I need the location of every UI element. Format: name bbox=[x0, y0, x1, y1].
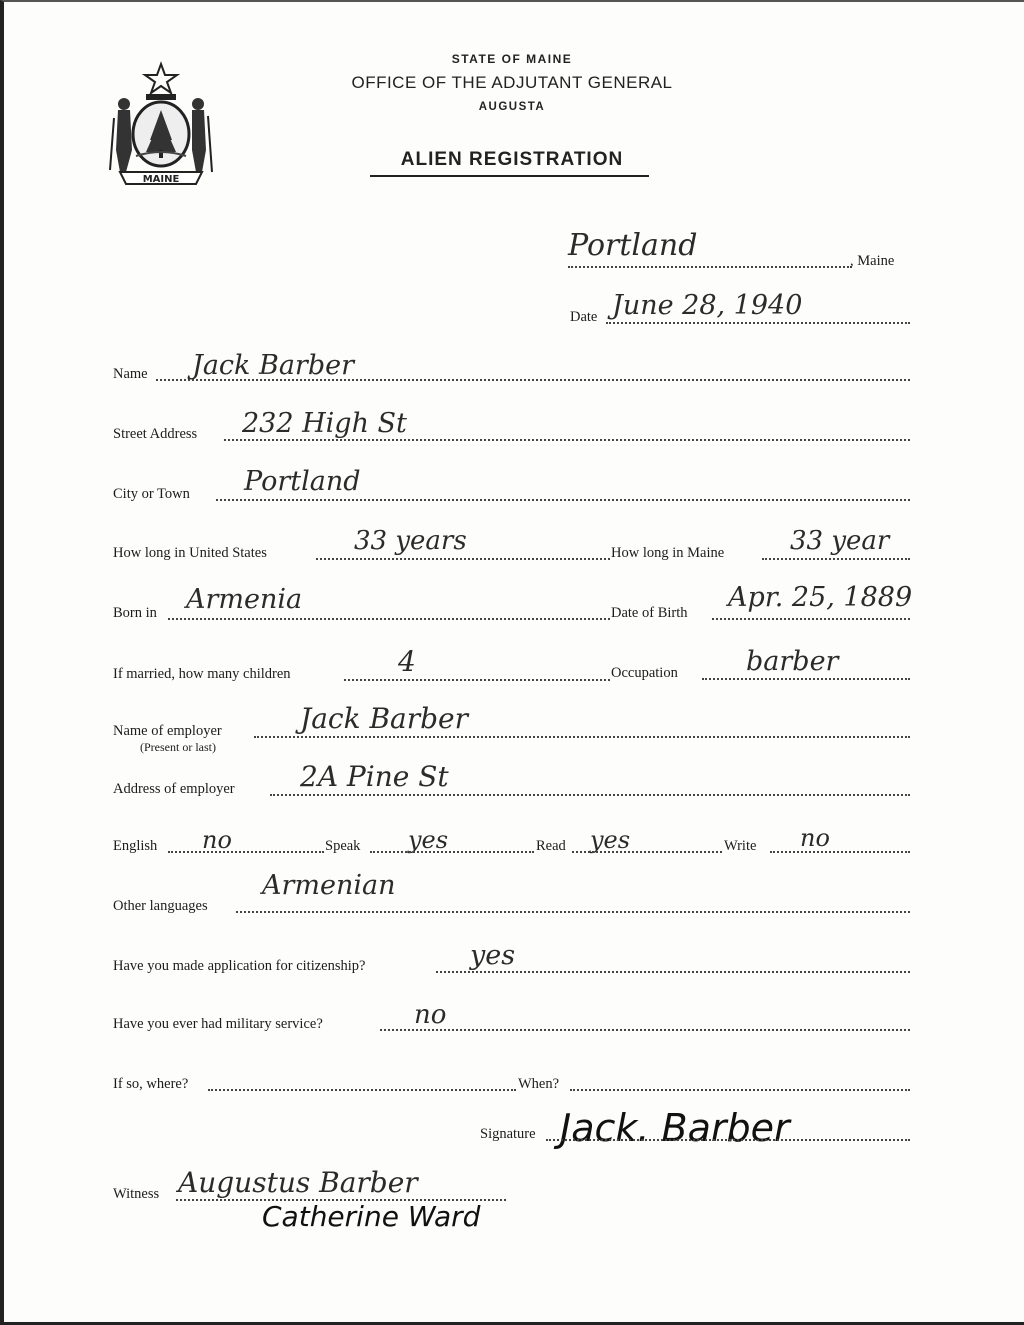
street-line bbox=[224, 439, 910, 441]
other-languages-label: Other languages bbox=[113, 898, 208, 914]
where-label: If so, where? bbox=[113, 1076, 189, 1092]
other-languages-line bbox=[236, 911, 910, 913]
occupation-label: Occupation bbox=[611, 665, 678, 681]
town-value: Portland bbox=[568, 228, 698, 263]
born-in-label: Born in bbox=[113, 605, 157, 621]
seal-banner-text: MAINE bbox=[142, 174, 180, 185]
speak-label: Speak bbox=[325, 838, 361, 854]
speak-line bbox=[370, 851, 534, 853]
how-long-maine-value: 33 year bbox=[790, 526, 890, 556]
employer-value: Jack Barber bbox=[300, 702, 468, 735]
employer-sublabel: (Present or last) bbox=[140, 740, 216, 754]
read-line bbox=[572, 851, 722, 853]
born-in-value: Armenia bbox=[186, 584, 303, 615]
children-line bbox=[344, 679, 610, 681]
write-value: no bbox=[800, 824, 830, 852]
english-line bbox=[168, 851, 324, 853]
date-value: June 28, 1940 bbox=[612, 290, 803, 321]
title-underline bbox=[370, 175, 649, 177]
children-label: If married, how many children bbox=[113, 666, 291, 682]
form-title: ALIEN REGISTRATION bbox=[400, 149, 624, 170]
children-value: 4 bbox=[398, 645, 416, 678]
city-label: City or Town bbox=[113, 486, 190, 502]
other-languages-value: Armenian bbox=[262, 870, 396, 901]
read-label: Read bbox=[536, 838, 566, 854]
city-line bbox=[216, 499, 910, 501]
date-of-birth-line bbox=[712, 618, 910, 620]
military-value: no bbox=[414, 1000, 447, 1030]
write-label: Write bbox=[724, 838, 757, 854]
citizenship-line bbox=[436, 971, 910, 973]
witness-1-value: Augustus Barber bbox=[178, 1166, 418, 1199]
when-label: When? bbox=[518, 1076, 560, 1092]
employer-address-value: 2A Pine St bbox=[300, 760, 449, 793]
signature-value: Jack. Barber bbox=[560, 1106, 790, 1150]
how-long-us-label: How long in United States bbox=[113, 545, 267, 561]
write-line bbox=[770, 851, 910, 853]
born-in-line bbox=[168, 618, 610, 620]
citizenship-value: yes bbox=[470, 940, 516, 971]
english-label: English bbox=[113, 838, 158, 854]
name-label: Name bbox=[113, 366, 148, 382]
signature-label: Signature bbox=[480, 1126, 536, 1142]
employer-label: Name of employer bbox=[113, 723, 222, 739]
citizenship-label: Have you made application for citizenship? bbox=[113, 958, 366, 974]
city-value: Portland bbox=[244, 466, 361, 497]
where-line bbox=[208, 1089, 516, 1091]
employer-address-label: Address of employer bbox=[113, 781, 235, 797]
date-label: Date bbox=[570, 309, 598, 325]
date-of-birth-value: Apr. 25, 1889 bbox=[728, 582, 913, 613]
name-value: Jack Barber bbox=[192, 350, 354, 381]
how-long-maine-label: How long in Maine bbox=[611, 545, 725, 561]
how-long-maine-line bbox=[762, 558, 910, 560]
occupation-line bbox=[702, 678, 910, 680]
military-line bbox=[380, 1029, 910, 1031]
maine-label: , Maine bbox=[850, 253, 895, 269]
witness-2-value: Catherine Ward bbox=[262, 1200, 481, 1233]
signature-line bbox=[546, 1139, 910, 1141]
town-line bbox=[568, 266, 852, 268]
street-value: 232 High St bbox=[242, 408, 407, 439]
witness-label: Witness bbox=[113, 1186, 160, 1202]
how-long-us-value: 33 years bbox=[354, 526, 467, 556]
occupation-value: barber bbox=[746, 646, 839, 677]
when-line bbox=[570, 1089, 910, 1091]
employer-address-line bbox=[270, 794, 910, 796]
employer-line bbox=[254, 736, 910, 738]
name-line bbox=[156, 379, 910, 381]
how-long-us-line bbox=[316, 558, 610, 560]
date-line bbox=[606, 322, 910, 324]
english-value: no bbox=[202, 826, 232, 854]
city-heading: AUGUSTA bbox=[478, 101, 546, 113]
office-heading: OFFICE OF THE ADJUTANT GENERAL bbox=[351, 73, 673, 92]
read-value: yes bbox=[590, 826, 631, 854]
state-heading: STATE OF MAINE bbox=[451, 52, 573, 66]
speak-value: yes bbox=[408, 826, 449, 854]
date-of-birth-label: Date of Birth bbox=[611, 605, 688, 621]
street-label: Street Address bbox=[113, 426, 198, 442]
military-label: Have you ever had military service? bbox=[113, 1016, 323, 1032]
